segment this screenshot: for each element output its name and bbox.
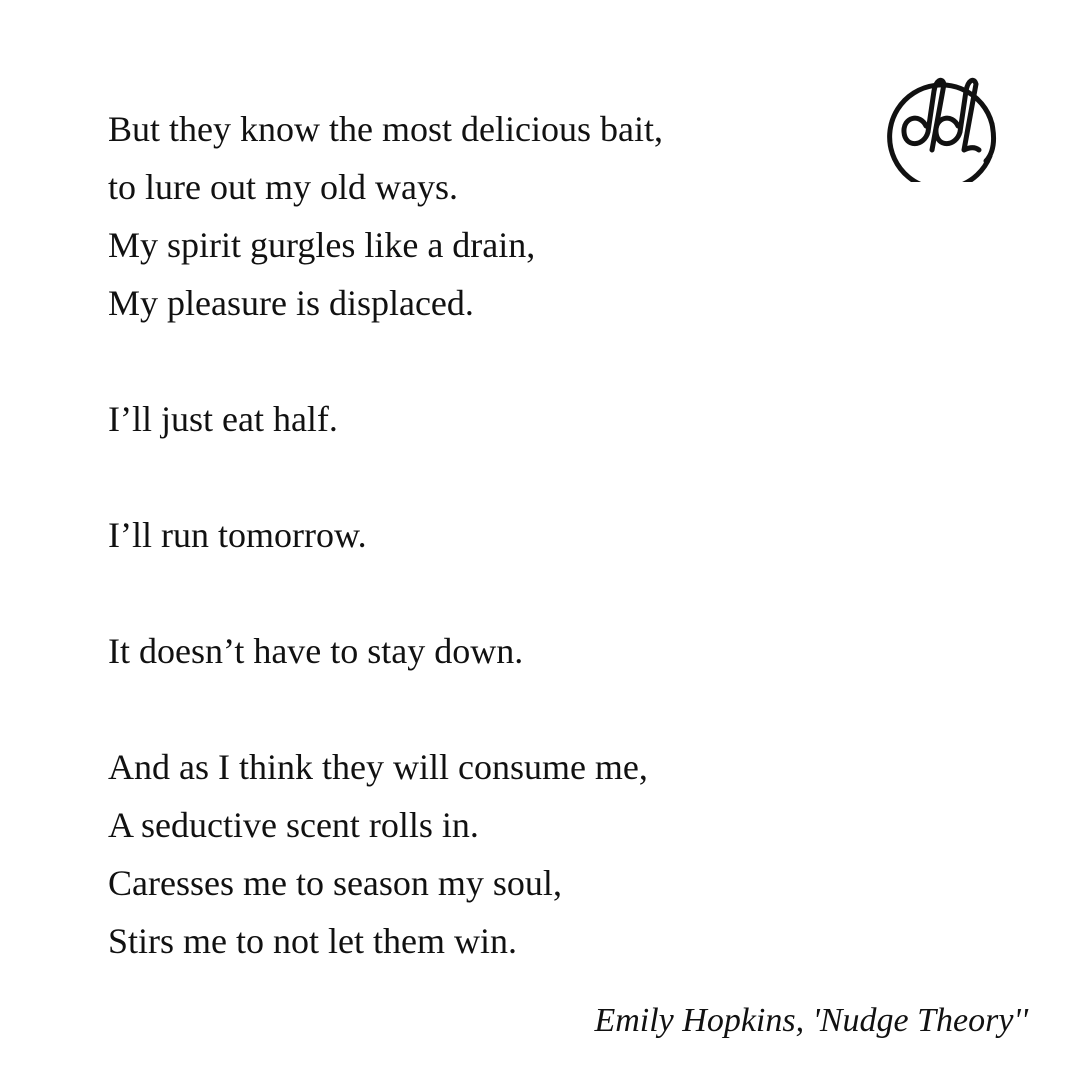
poem-line: A seductive scent rolls in. xyxy=(108,805,479,845)
poem-attribution: Emily Hopkins, 'Nudge Theory'' xyxy=(594,1002,1028,1039)
poem xyxy=(108,100,868,1028)
poem-line: And as I think they will consume me, xyxy=(108,747,648,787)
poem-line: My spirit gurgles like a drain, xyxy=(108,225,536,265)
poem-line: I’ll just eat half. xyxy=(108,399,338,439)
poem-stanza xyxy=(108,506,868,564)
poem-line: to lure out my old ways. xyxy=(108,167,458,207)
poem-line: My pleasure is displaced. xyxy=(108,283,474,323)
poem-line: I’ll run tomorrow. xyxy=(108,515,367,555)
poem-stanza xyxy=(108,100,868,332)
poem-line: Stirs me to not let them win. xyxy=(108,921,517,961)
poem-line: It doesn’t have to stay down. xyxy=(108,631,524,671)
poem-stanza xyxy=(108,622,868,680)
poem-stanza xyxy=(108,738,868,970)
poem-line: Caresses me to season my soul, xyxy=(108,863,562,903)
poem-stanza xyxy=(108,390,868,448)
logo-circle-tail xyxy=(986,124,994,161)
dd-monogram-logo xyxy=(886,66,1002,182)
poem-line: But they know the most delicious bait, xyxy=(108,109,663,149)
